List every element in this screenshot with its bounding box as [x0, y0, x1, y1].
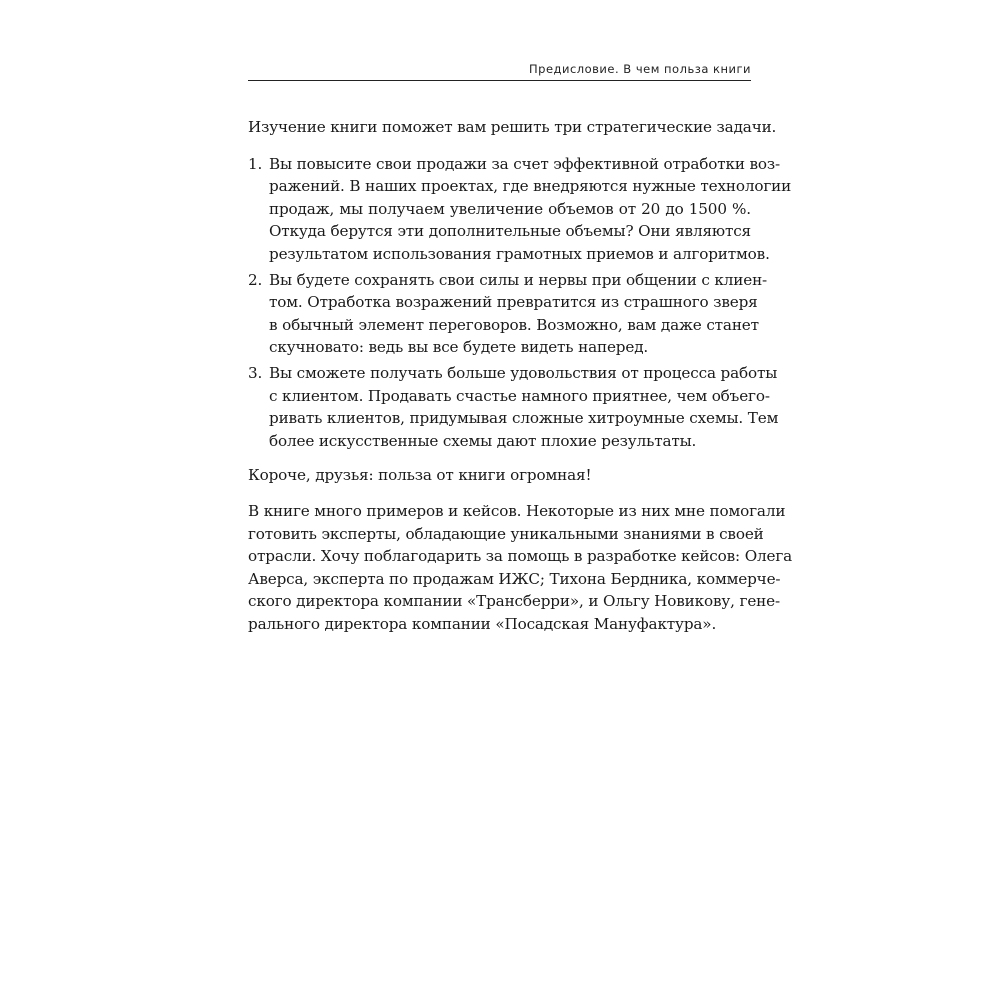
running-head: Предисловие. В чем польза книги	[529, 62, 751, 76]
list-item-number: 1.	[248, 154, 263, 173]
list-item	[248, 153, 792, 266]
text-line: продаж, мы получаем увеличение объемов от 20 до 1500 %.	[269, 199, 751, 218]
text-line: ского директора компании «Трансберри», и Ольгу Новикову, гене-	[248, 592, 780, 611]
text-line: скучновато: ведь вы все будете видеть наперед.	[269, 338, 649, 357]
list-item-number: 3.	[248, 363, 263, 382]
text-line: более искусственные схемы дают плохие результаты.	[269, 431, 697, 450]
text-line: Вы сможете получать больше удовольствия от процесса работы	[269, 363, 778, 382]
text-line: Изучение книги поможет вам решить три стратегические задачи.	[248, 118, 777, 136]
text-line: ражений. В наших проектах, где внедряются нужные технологии	[269, 177, 792, 196]
text-line: отрасли. Хочу поблагодарить за помощь в разработке кейсов: Олега	[248, 547, 793, 566]
final-paragraph	[248, 500, 793, 636]
text-line: Откуда берутся эти дополнительные объемы? Они являются	[269, 222, 751, 241]
text-line: рального директора компании «Посадская Мануфактура».	[248, 614, 717, 633]
text-line: готовить эксперты, обладающие уникальными знаниями в своей	[248, 524, 764, 543]
header-rule	[248, 80, 751, 81]
list-item	[248, 269, 768, 359]
intro-paragraph	[248, 116, 777, 139]
list-item	[248, 362, 779, 452]
summary-paragraph	[248, 464, 751, 487]
text-line: Вы будете сохранять свои силы и нервы при общении с клиен-	[269, 270, 768, 289]
numbered-list	[248, 153, 792, 453]
text-line: в обычный элемент переговоров. Возможно, вам даже станет	[269, 315, 759, 334]
page-body	[248, 116, 793, 635]
text-line: результатом использования грамотных приемов и алгоритмов.	[269, 244, 770, 263]
text-line: Вы повысите свои продажи за счет эффективной отработки воз-	[269, 154, 780, 173]
text-line: В книге много примеров и кейсов. Некоторые из них мне помогали	[248, 501, 786, 520]
text-line: с клиентом. Продавать счастье намного приятнее, чем объего-	[269, 386, 770, 405]
text-line: том. Отработка возражений превратится из страшного зверя	[269, 293, 758, 312]
list-item-number: 2.	[248, 270, 263, 289]
text-line: ривать клиентов, придумывая сложные хитроумные схемы. Тем	[269, 409, 779, 428]
text-line: Короче, друзья: польза от книги огромная!	[248, 466, 592, 485]
text-line: Аверса, эксперта по продажам ИЖС; Тихона Бердника, коммерче-	[248, 569, 781, 588]
